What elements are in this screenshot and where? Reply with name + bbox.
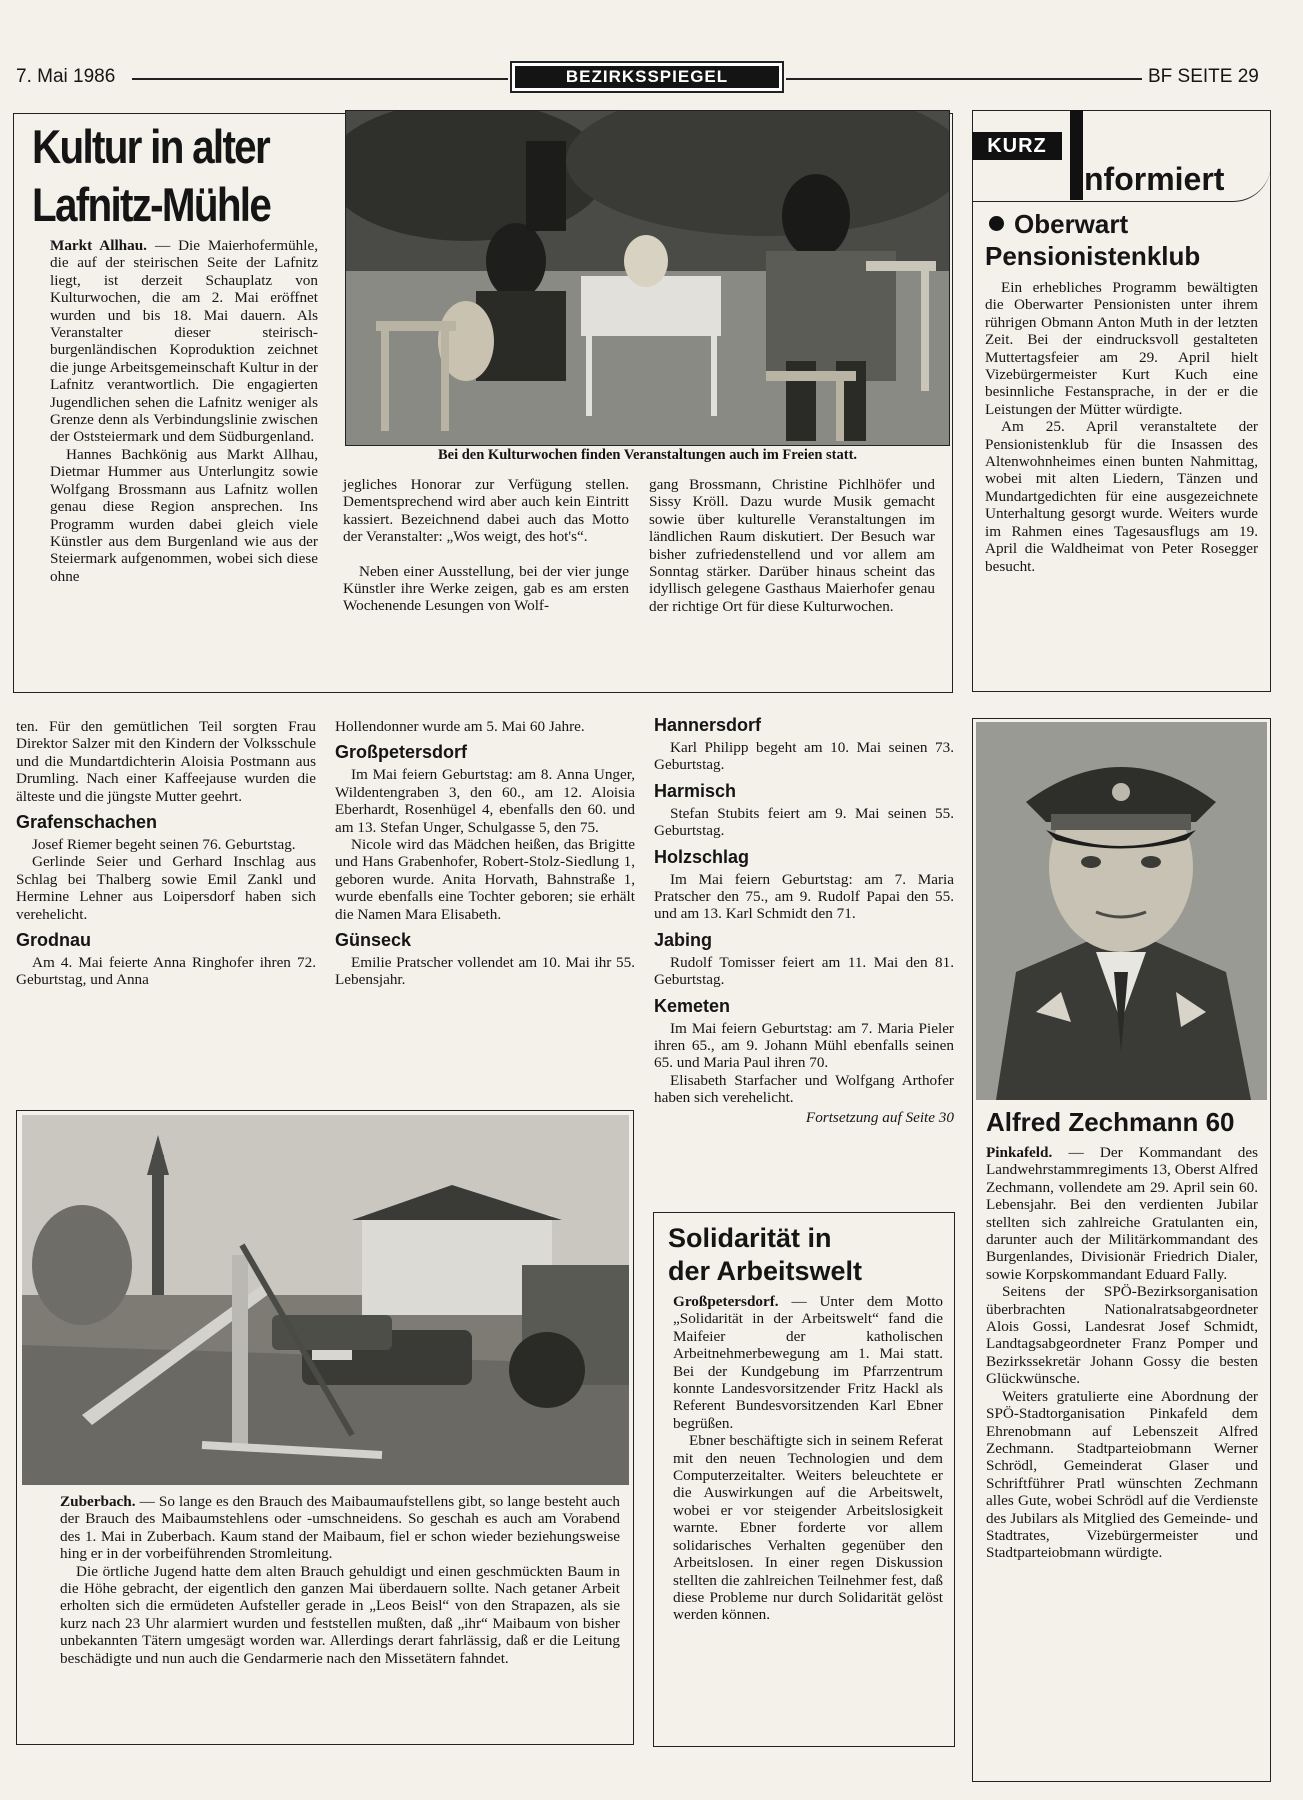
- grodnau-p1: Am 4. Mai feierte Anna Ringhofer ihren 72. Geburtstag, und Anna: [16, 954, 316, 989]
- kurz-title-line2: Pensionistenklub: [985, 241, 1201, 271]
- kultur-col3: [649, 476, 935, 615]
- birthdays-col3: [654, 714, 954, 1126]
- jabing-p1: Rudolf Tomisser feiert am 11. Mai den 81. Geburtstag.: [654, 953, 954, 989]
- solidaritaet-body: [673, 1293, 943, 1624]
- kurz-logo-kurz: KURZ: [972, 132, 1062, 160]
- zuberbach-photo-scene: [22, 1115, 629, 1485]
- kultur-p1: — Die Maierhofermühle, die auf der steirischen Seite der Lafnitz liegt, ist derzeit Schauplatz von Kulturwochen, die am 2. Mai eröffnet wurden und bis 18. Mai dauern. Als Veranstalter dieser steirisch-burgenländischen Koproduktion zeichnet die junge Arbeitsgemeinschaft Kultur in der Lafnitz verantwortlich. Die engagierten Jugendlichen sehen die Lafnitz weniger als Grenze denn als Verbindungslinie zwischen der Oststeiermark und dem Südburgenland.: [50, 237, 319, 446]
- grosspetersdorf-p2: Nicole wird das Mädchen heißen, das Brigitte und Hans Grabenhofer, Robert-Stolz-Siedlung 1, geboren wurde. Anita Horvath, Bahnstraße 1, wurde ebenfalls eine Tochter geboren; sie erhält die Namen Mara Elisabeth.: [335, 836, 635, 923]
- heading-grosspetersdorf: Großpetersdorf: [335, 742, 468, 763]
- harmisch-p1: Stefan Stubits feiert am 9. Mai seinen 55. Geburtstag.: [654, 804, 954, 840]
- heading-jabing: Jabing: [654, 929, 713, 950]
- kurz-title-line1: [985, 208, 1265, 240]
- kurz-p2: Am 25. April veranstaltete der Pensionistenklub für die Insassen des Altenwohnheimes einen bunten Nahmittag, wobei mit alten Liedern, Tänzen und Mundartgedichten für eine ausgezeichnete Unterhaltung gesorgt wurde. Weiters wurde im Rahmen eines Tagesausflugs am 19. April die Waldheimat von Peter Rosegger besucht.: [985, 418, 1258, 575]
- solidaritaet-headline: [668, 1222, 862, 1288]
- heading-guenseck: Günseck: [335, 930, 412, 951]
- header-date: 7. Mai 1986: [16, 66, 116, 87]
- kultur-col3-p1: gang Brossmann, Christine Pichlhöfer und Sissy Kröll. Dazu wurde Musik gemacht sowie über kulturelle Veranstaltungen im ländlichen Raum diskutiert. Der Besuch war bisher zufriedenstellend und vor allem am Sonntag stärker. Darüber hinaus scheint das idyllisch gelegene Gasthaus Maierhofer genau der richtige Ort für diese Kulturwochen.: [649, 476, 935, 615]
- kurz-p1: Ein erhebliches Programm bewältigten die Oberwarter Pensionisten unter ihrem rührigen Obmann Anton Muth in der letzten Zeit. Bei der eindrucksvoll gestalteten Muttertagsfeier am 29. April hielt Vizebürgermeister Kurt Kuch eine besinnliche Festansprache, in der er die Leistungen der Mütter würdigte.: [985, 279, 1258, 418]
- heading-grafenschachen: Grafenschachen: [16, 812, 158, 833]
- grafenschachen-p2: Gerlinde Seier und Gerhard Inschlag aus Schlag bei Thalberg sowie Emil Zankl und Hermine Lehner aus Loipersdorf haben sich verehelicht.: [16, 853, 316, 923]
- solidaritaet-headline-line2: der Arbeitswelt: [668, 1256, 863, 1286]
- header-rule-right: [786, 78, 1142, 80]
- zuberbach-dateline: Zuberbach.: [60, 1493, 136, 1510]
- zechmann-p2: Seitens der SPÖ-Bezirksorganisation überbrachten Nationalratsabgeordneter Alois Gossi, Landesrat Josef Schmidt, Landtagsabgeordneter Franz Pomper und Bezirkssekretär Johann Gossy die besten Glückwünsche.: [986, 1283, 1258, 1388]
- zechmann-body: [986, 1144, 1258, 1562]
- birthdays-col1-intro: ten. Für den gemütlichen Teil sorgten Frau Direktor Salzer mit den Kindern der Volksschule und die Mundartdichterin Aloisia Postmann aus Drumling. Nach einer Kaffeejause wurden die älteste und die jüngste Mutter geehrt.: [16, 718, 316, 805]
- zechmann-p3: Weiters gratulierte eine Abordnung der SPÖ-Stadtorganisation Pinkafeld dem Ehrenobmann auf Lebenszeit Alfred Zechmann. Stadtparteiobmann Werner Schrödl, Gemeinderat Glaser und Schriftführer Pratl wünschten Zechmann alles Gute, wobei Schrödl auf die Verdienste des Jubilars als Mitglied des Gemeinde- und Stadtrates, Vizebürgermeister und Stadtparteiobmann würdigte.: [986, 1387, 1258, 1562]
- heading-grodnau: Grodnau: [16, 930, 91, 951]
- kultur-col2-p1: jegliches Honorar zur Verfügung stellen. Dementsprechend wird aber auch kein Eintritt kassiert. Bezeichnend dabei auch das Motto der Veranstalter: „Wos weigt, des hot's“.: [343, 476, 629, 546]
- holzschlag-p1: Im Mai feiern Geburtstag: am 7. Maria Pratscher den 75., am 9. Rudolf Papai den 55. und am 13. Karl Schmidt den 71.: [654, 870, 954, 923]
- zuberbach-photo: [22, 1115, 629, 1485]
- kurz-body: [985, 279, 1258, 575]
- zechmann-portrait: [976, 722, 1267, 1100]
- kultur-photo-caption: Bei den Kulturwochen finden Veranstaltungen auch im Freien statt.: [437, 447, 858, 463]
- kultur-p2: Hannes Bachkönig aus Markt Allhau, Dietmar Hummer aus Unterlungitz sowie Wolfgang Brossmann aus Lafnitz wollen genau diese Region ansprechen. Ins Programm wurden dabei gleich viele Künstler aus dem Burgenland wie aus der Steiermark aufgenommen, wobei sich diese ohne: [50, 445, 318, 585]
- zechmann-dateline: Pinkafeld.: [986, 1144, 1053, 1161]
- kurz-logo: [972, 110, 1271, 202]
- zechmann-p1: — Der Kommandant des Landwehrstammregiments 13, Oberst Alfred Zechmann, vollendete am 29. April sein 60. Lebensjahr. Bei den verdienten Jubilar stellten sich zahlreiche Gratulanten ein, darunter auch der Militärkommandant des Burgenlandes, Divisionär Friedrich Dialer, sowie Korpskommandant Eduard Fally.: [986, 1144, 1258, 1283]
- kultur-col2: [343, 476, 629, 615]
- kultur-headline: [32, 118, 290, 234]
- kultur-dateline: Markt Allhau.: [50, 237, 147, 254]
- kultur-headline-line2: Lafnitz-Mühle: [32, 178, 271, 231]
- birthdays-col2: [335, 718, 635, 989]
- heading-kemeten: Kemeten: [654, 995, 731, 1016]
- guenseck-p1: Emilie Pratscher vollendet am 10. Mai ihr 55. Lebensjahr.: [335, 954, 635, 989]
- kultur-headline-line1: Kultur in alter: [32, 120, 269, 173]
- kurz-logo-i-bar: [1070, 110, 1083, 200]
- bullet-icon: [989, 216, 1004, 231]
- header-page-number: BF SEITE 29: [1148, 66, 1259, 87]
- birthdays-col1: [16, 718, 316, 989]
- kurz-logo-informiert: nformiert: [1084, 161, 1225, 197]
- zuberbach-body: [60, 1493, 620, 1667]
- continued-note: Fortsetzung auf Seite 30: [805, 1108, 954, 1126]
- solidaritaet-dateline: Großpetersdorf.: [673, 1293, 779, 1310]
- solidaritaet-headline-line1: Solidarität in: [668, 1223, 832, 1253]
- zuberbach-p1: — So lange es den Brauch des Maibaumaufstellens gibt, so lange besteht auch der Brauch des Maibaumstehlens oder -umschneidens. So geschah es auch am Vorabend des 1. Mai in Zuberbach. Kaum stand der Maibaum, fiel er schon wieder beziehungsweise hing er in der vorbeiführenden Stromleitung.: [60, 1493, 620, 1563]
- grosspetersdorf-p1: Im Mai feiern Geburtstag: am 8. Anna Unger, Wildentengraben 3, den 60., am 12. Aloisia Eberhardt, Rosenhügel 4, ebenfalls den 60. und am 13. Stefan Unger, Schulgasse 5, den 75.: [335, 766, 635, 836]
- heading-hannersdorf: Hannersdorf: [654, 715, 762, 735]
- heading-holzschlag: Holzschlag: [654, 846, 750, 867]
- zechmann-headline: Alfred Zechmann 60: [986, 1107, 1235, 1137]
- kemeten-p2: Elisabeth Starfacher und Wolfgang Arthofer haben sich verehelicht.: [654, 1071, 954, 1107]
- kemeten-p1: Im Mai feiern Geburtstag: am 7. Maria Pieler ihren 65., am 9. Johann Mühl ebenfalls seinen 65. und Maria Paul ihren 70.: [654, 1019, 954, 1072]
- header-section-badge: [510, 61, 784, 93]
- section-label: BEZIRKSSPIEGEL: [515, 66, 779, 88]
- grafenschachen-p1: Josef Riemer begeht seinen 76. Geburtstag.: [32, 836, 296, 854]
- kultur-photo-scene: [346, 111, 950, 446]
- kultur-col2-p2: Neben einer Ausstellung, bei der vier junge Künstler ihre Werke zeigen, gab es am ersten Wochenende Lesungen von Wolf-: [343, 562, 629, 615]
- kurz-title: [985, 208, 1265, 272]
- zuberbach-p2: Die örtliche Jugend hatte dem alten Brauch gehuldigt und einen geschmückten Baum in die Höhe gebracht, der eigentlich den ganzen Mai überdauern sollte. Nach getaner Arbeit erholten sich die ermüdeten Aufsteller gerade in „Leos Beisl“ von den Strapazen, als sie kurz nach 23 Uhr alarmiert wurden und feststellen mußten, daß „ihr“ Maibaum von bisher unbekannten Tätern umgesägt worden war. Allerdings derart fahrlässig, daß er die Leitung beschädigte und nun auch die Gendarmerie nach den Missetätern fahndet.: [60, 1562, 620, 1667]
- solidaritaet-p1: — Unter dem Motto „Solidarität in der Arbeitswelt“ fand die Maifeier der katholischen Arbeitnehmerbewegung am 1. Mai statt. Bei der Kundgebung im Pfarrzentrum konnte Landesvorsitzender Fritz Hackl als Referent Bundesvorsitzenden Karl Ebner begrüßen.: [673, 1293, 944, 1432]
- hannersdorf-p1: Karl Philipp begeht am 10. Mai seinen 73. Geburtstag.: [654, 739, 954, 774]
- solidaritaet-p2: Ebner beschäftigte sich in seinem Referat mit den neuen Technologien und dem Computerzeitalter. Weiters beleuchtete er die Auswirkungen auf die Arbeitswelt, wobei er vor steigender Arbeitslosigkeit warnte. Ebner forderte vor allem solidarisches Verhalten gegenüber den Arbeitslosen. In einer regen Diskussion stellten die zahlreichen Teilnehmer fest, daß diese Probleme nur durch Solidarität gelöst werden können.: [673, 1432, 943, 1624]
- kurz-title-line1-text: Oberwart: [1014, 209, 1129, 239]
- heading-harmisch: Harmisch: [654, 780, 737, 801]
- header-rule-left: [132, 78, 508, 80]
- zechmann-portrait-image: [976, 722, 1267, 1100]
- kultur-col1: [50, 237, 318, 585]
- kultur-photo: [345, 110, 950, 446]
- birthdays-col2-intro: Hollendonner wurde am 5. Mai 60 Jahre.: [335, 718, 585, 735]
